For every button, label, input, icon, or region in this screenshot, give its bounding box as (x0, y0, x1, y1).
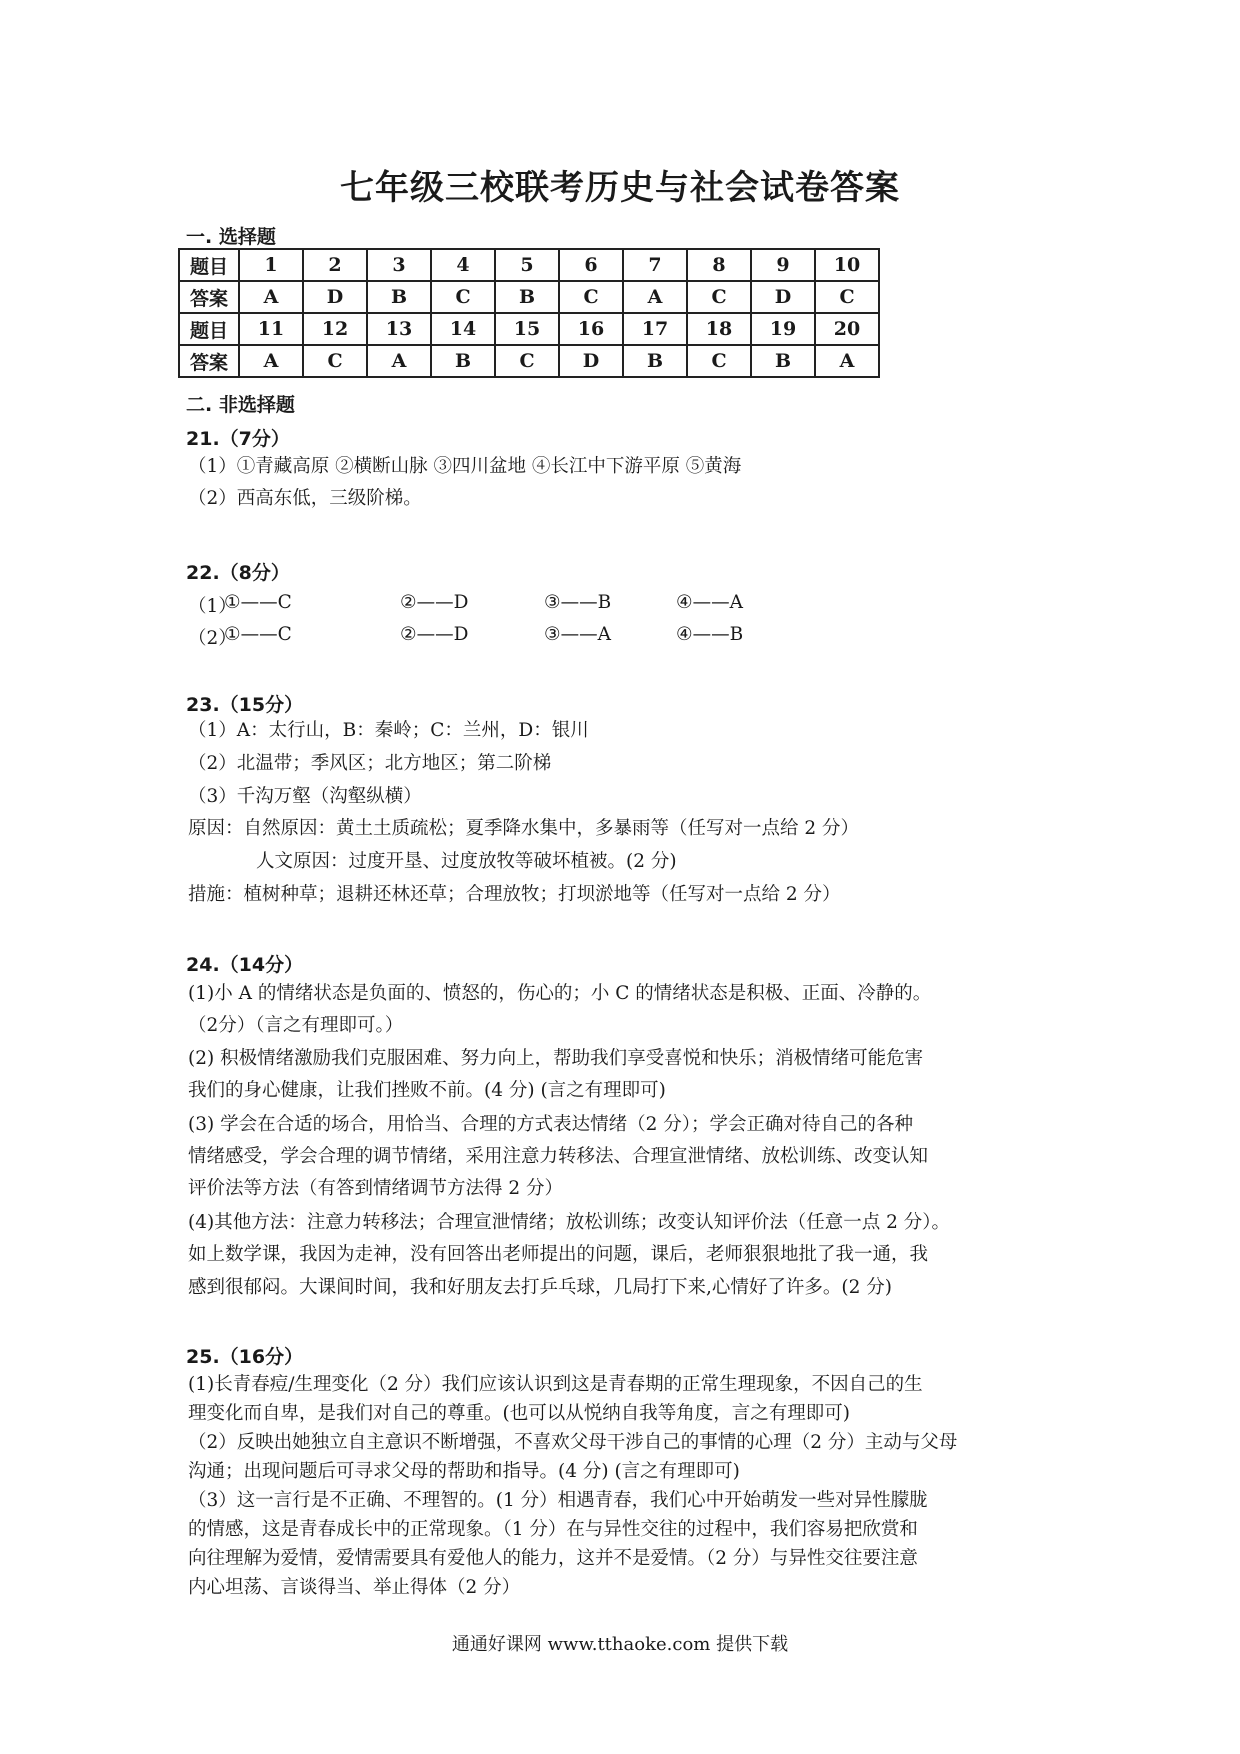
table-cell: B (367, 281, 431, 313)
footer-source: 通通好课网 www.tthaoke.com 提供下载 (451, 1634, 789, 1655)
table-cell: A (623, 281, 687, 313)
question-24-line: (2) 积极情绪激励我们克服困难、努力向上，帮助我们享受喜悦和快乐；消极情绪可能危害 (188, 1048, 924, 1069)
question-23-line: 人文原因：过度开垦、过度放牧等破坏植被。(2 分) (256, 851, 677, 872)
table-cell: B (751, 345, 815, 377)
question-23-line: 原因：自然原因：黄土土质疏松；夏季降水集中，多暴雨等（任写对一点给 2 分） (188, 818, 860, 839)
match-item: ①——C (224, 592, 292, 613)
question-24-line: (1)小 A 的情绪状态是负面的、愤怒的，伤心的；小 C 的情绪状态是积极、正面、冷静的。 (188, 983, 932, 1004)
question-24-line: 如上数学课，我因为走神，没有回答出老师提出的问题，课后，老师狠狠地批了我一通，我 (188, 1244, 929, 1265)
table-cell: A (239, 281, 303, 313)
table-cell: 19 (751, 313, 815, 345)
row-label: 答案 (179, 345, 239, 377)
question-24-line: 评价法等方法（有答到情绪调节方法得 2 分） (188, 1178, 564, 1199)
section-heading-choice: 一. 选择题 (186, 226, 276, 248)
table-cell: 15 (495, 313, 559, 345)
question-24-line: 情绪感受，学会合理的调节情绪，采用注意力转移法、合理宣泄情绪、放松训练、改变认知 (188, 1146, 929, 1167)
row-label: 题目 (179, 249, 239, 281)
question-25-line: （2）反映出她独立自主意识不断增强，不喜欢父母干涉自己的事情的心理（2 分）主动与父母 (188, 1432, 958, 1453)
table-cell: C (559, 281, 623, 313)
question-24-line: 感到很郁闷。大课间时间，我和好朋友去打乒乓球，几局打下来,心情好了许多。(2 分) (188, 1277, 892, 1298)
question-25-line: 的情感，这是青春成长中的正常现象。（1 分）在与异性交往的过程中，我们容易把欣赏和 (188, 1519, 918, 1540)
match-item: ④——A (676, 592, 743, 613)
question-22-title: 22.（8分） (186, 562, 290, 584)
table-cell: B (431, 345, 495, 377)
table-cell: D (559, 345, 623, 377)
question-25-line: 内心坦荡、言谈得当、举止得体（2 分） (188, 1577, 521, 1598)
table-cell: 1 (239, 249, 303, 281)
question-25-line: (1)长青春痘/生理变化（2 分）我们应该认识到这是青春期的正常生理现象，不因自己的生 (188, 1374, 923, 1395)
row-prefix: （1） (188, 596, 237, 617)
question-24-line: 我们的身心健康，让我们挫败不前。(4 分) (言之有理即可) (188, 1080, 666, 1101)
table-row (179, 281, 879, 313)
table-cell: 8 (687, 249, 751, 281)
table-cell: 12 (303, 313, 367, 345)
table-cell: 13 (367, 313, 431, 345)
row-prefix: （2） (188, 628, 237, 649)
table-cell: 7 (623, 249, 687, 281)
match-item: ③——B (544, 592, 612, 613)
table-cell: 6 (559, 249, 623, 281)
match-item: ②——D (400, 592, 469, 613)
table-cell: 18 (687, 313, 751, 345)
question-23-line: （3）千沟万壑（沟壑纵横） (188, 786, 422, 807)
question-24-line: (4)其他方法：注意力转移法；合理宣泄情绪；放松训练；改变认知评价法（任意一点 2 分）。 (188, 1212, 950, 1233)
section-heading-nonchoice: 二. 非选择题 (186, 394, 295, 416)
table-cell: B (623, 345, 687, 377)
table-cell: B (495, 281, 559, 313)
table-cell: 5 (495, 249, 559, 281)
match-item: ②——D (400, 624, 469, 645)
table-cell: 4 (431, 249, 495, 281)
table-cell: C (687, 281, 751, 313)
table-cell: 14 (431, 313, 495, 345)
question-25-line: 向往理解为爱情，爱情需要具有爱他人的能力，这并不是爱情。（2 分）与异性交往要注意 (188, 1548, 918, 1569)
question-25-line: （3）这一言行是不正确、不理智的。(1 分）相遇青春，我们心中开始萌发一些对异性朦胧 (188, 1490, 928, 1511)
table-cell: 20 (815, 313, 879, 345)
question-25-line: 理变化而自卑，是我们对自己的尊重。(也可以从悦纳自我等角度，言之有理即可) (188, 1403, 850, 1424)
question-25-title: 25.（16分） (186, 1346, 304, 1368)
table-cell: 17 (623, 313, 687, 345)
question-23-line: （2）北温带；季风区；北方地区；第二阶梯 (188, 753, 552, 774)
table-cell: D (303, 281, 367, 313)
table-cell: 9 (751, 249, 815, 281)
table-row (179, 345, 879, 377)
row-label: 题目 (179, 313, 239, 345)
table-cell: C (815, 281, 879, 313)
match-item: ④——B (676, 624, 744, 645)
table-cell: C (495, 345, 559, 377)
table-row (179, 249, 879, 281)
table-cell: 2 (303, 249, 367, 281)
table-cell: A (815, 345, 879, 377)
question-23-line: 措施：植树种草；退耕还林还草；合理放牧；打坝淤地等（任写对一点给 2 分） (188, 884, 841, 905)
match-item: ①——C (224, 624, 292, 645)
question-21-title: 21.（7分） (186, 428, 290, 450)
table-cell: C (431, 281, 495, 313)
match-item: ③——A (544, 624, 611, 645)
table-cell: D (751, 281, 815, 313)
table-cell: 16 (559, 313, 623, 345)
table-cell: A (367, 345, 431, 377)
answer-table (178, 248, 880, 378)
table-cell: 3 (367, 249, 431, 281)
page-title: 七年级三校联考历史与社会试卷答案 (340, 168, 900, 208)
question-21-line: （1）①青藏高原 ②横断山脉 ③四川盆地 ④长江中下游平原 ⑤黄海 (188, 456, 742, 477)
row-label: 答案 (179, 281, 239, 313)
question-24-line: （2分）（言之有理即可。） (188, 1015, 404, 1036)
question-25-line: 沟通；出现问题后可寻求父母的帮助和指导。(4 分) (言之有理即可) (188, 1461, 740, 1482)
question-23-line: （1）A：太行山，B：秦岭；C：兰州，D：银川 (188, 720, 589, 741)
table-cell: C (687, 345, 751, 377)
question-21-line: （2）西高东低，三级阶梯。 (188, 488, 422, 509)
table-cell: 10 (815, 249, 879, 281)
question-24-title: 24.（14分） (186, 954, 304, 976)
table-cell: C (303, 345, 367, 377)
question-23-title: 23.（15分） (186, 694, 304, 716)
table-cell: A (239, 345, 303, 377)
table-row (179, 313, 879, 345)
table-cell: 11 (239, 313, 303, 345)
question-24-line: (3) 学会在合适的场合，用恰当、合理的方式表达情绪（2 分）；学会正确对待自己的各种 (188, 1114, 913, 1135)
